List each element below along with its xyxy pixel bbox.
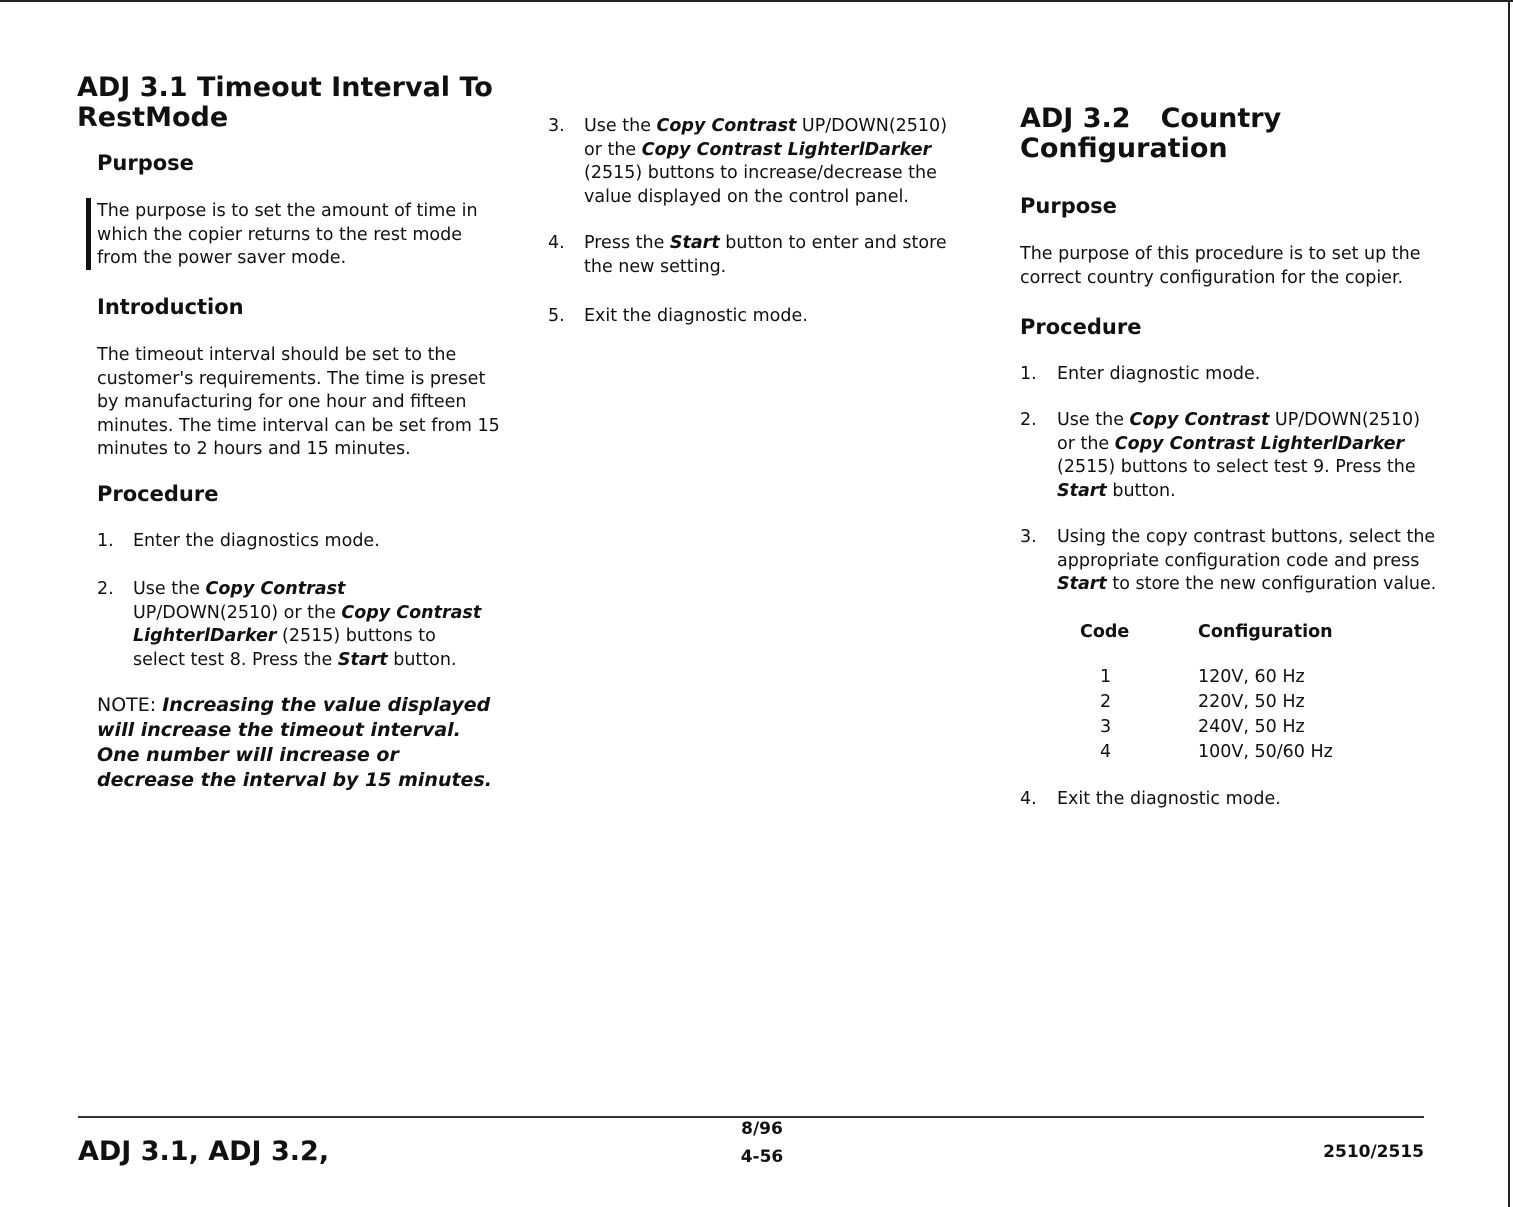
step-number: 3. <box>548 116 565 136</box>
lighter-darker-label: Copy Contrast LighterlDarker <box>641 139 932 160</box>
title-line-1: ADJ 3.1 Timeout Interval To <box>77 72 493 103</box>
step-number: 1. <box>1020 364 1037 384</box>
procedure-step-1 <box>1020 363 1450 387</box>
start-label: Start <box>1057 480 1107 501</box>
procedure-step-5 <box>548 305 978 329</box>
step-number: 4. <box>548 233 565 253</box>
purpose-heading: Purpose <box>1020 194 1117 218</box>
table-row <box>1080 715 1333 740</box>
footer-section-ref: ADJ 3.1, ADJ 3.2, <box>78 1136 330 1167</box>
title-text: Country Configuration <box>1020 103 1282 164</box>
page-top-border <box>0 0 1513 2</box>
title-line-2: RestMode <box>77 102 229 133</box>
column-header-code: Code <box>1080 622 1130 642</box>
note-label: NOTE: <box>97 694 163 716</box>
table-row <box>1080 740 1333 765</box>
table-header-row <box>1080 620 1333 645</box>
copy-contrast-label: Copy Contrast <box>656 116 797 136</box>
step-number: 3. <box>1020 527 1037 547</box>
title-number: ADJ 3.2 <box>1020 103 1131 134</box>
configuration-cell: 120V, 60 Hz <box>1198 667 1305 687</box>
step-text: Enter the diagnostics mode. <box>133 531 380 551</box>
step-text: Press the Start button to enter and store the new setting. <box>584 233 947 277</box>
footer-date: 8/96 <box>741 1119 783 1139</box>
procedure-step-3 <box>1020 526 1450 598</box>
configuration-cell: 240V, 50 Hz <box>1198 717 1305 737</box>
note <box>97 693 497 793</box>
procedure-heading: Procedure <box>1020 315 1142 339</box>
configuration-cell: 100V, 50/60 Hz <box>1198 742 1333 762</box>
procedure-heading: Procedure <box>97 482 219 506</box>
code-cell: 2 <box>1100 692 1112 712</box>
section-title-adj-3-2 <box>1020 104 1460 164</box>
step-text: Use the Copy Contrast UP/DOWN(2510) or the Copy Contrast LighterlDarker (2515) buttons to increase/decrease the value displayed on the control panel. <box>584 116 948 207</box>
step-number: 2. <box>1020 410 1037 430</box>
configuration-cell: 220V, 50 Hz <box>1198 692 1305 712</box>
footer-model: 2510/2515 <box>1323 1142 1424 1162</box>
copy-contrast-label: Copy Contrast <box>1129 410 1270 430</box>
lighter-darker-label: Copy Contrast LighterlDarker <box>1114 433 1405 454</box>
start-label: Start <box>1057 574 1107 594</box>
configuration-table <box>1080 620 1333 765</box>
footer-center <box>720 1115 804 1171</box>
procedure-step-4 <box>548 232 978 280</box>
procedure-step-2 <box>97 578 507 674</box>
column-header-configuration: Configuration <box>1198 622 1333 642</box>
step-text: Exit the diagnostic mode. <box>584 306 808 326</box>
lighter-darker-label: Copy Contrast LighterlDarker <box>133 602 482 646</box>
procedure-step-1 <box>97 530 507 554</box>
step-number: 1. <box>97 531 114 551</box>
step-text: Exit the diagnostic mode. <box>1057 789 1281 809</box>
purpose-text: The purpose of this procedure is to set up the correct country configuration for the copier. <box>1020 244 1421 288</box>
purpose-heading: Purpose <box>97 151 194 175</box>
step-text: Enter diagnostic mode. <box>1057 364 1261 384</box>
step-number: 5. <box>548 306 565 326</box>
note-text: Increasing the value displayed will increase the timeout interval. One number will increase or decrease the interval by 15 minutes. <box>97 694 492 791</box>
start-label: Start <box>337 649 388 670</box>
code-cell: 4 <box>1100 742 1112 762</box>
code-cell: 1 <box>1100 667 1112 687</box>
procedure-step-2 <box>1020 409 1450 505</box>
step-number: 4. <box>1020 789 1037 809</box>
procedure-step-4 <box>1020 788 1450 812</box>
table-row <box>1080 690 1333 715</box>
step-text: Using the copy contrast buttons, select the appropriate configuration code and press Start to store the new configuration value. <box>1057 527 1437 594</box>
step-text: Use the Copy Contrast UP/DOWN(2510) or the Copy Contrast LighterlDarker (2515) buttons to select test 8. Press the Start button. <box>133 579 482 670</box>
section-title-adj-3-1 <box>77 73 517 133</box>
table-row <box>1080 665 1333 690</box>
footer-page-number: 4-56 <box>740 1147 784 1167</box>
introduction-heading: Introduction <box>97 295 244 319</box>
procedure-step-3 <box>548 115 978 211</box>
step-text: Use the Copy Contrast UP/DOWN(2510) or the Copy Contrast LighterlDarker (2515) buttons to select test 9. Press the Start button. <box>1057 410 1421 501</box>
code-cell: 3 <box>1100 717 1112 737</box>
page-right-border <box>1508 0 1510 1207</box>
copy-contrast-label: Copy Contrast <box>205 579 346 599</box>
introduction-text: The timeout interval should be set to the customer's requirements. The time is preset by manufacturing for one hour and fifteen minutes. The time interval can be set from 15 minutes to 2 hours and 15 minutes. <box>97 345 500 459</box>
revision-change-bar <box>86 198 91 270</box>
step-number: 2. <box>97 579 114 599</box>
start-label: Start <box>669 233 720 253</box>
purpose-text: The purpose is to set the amount of time in which the copier returns to the rest mode from the power saver mode. <box>97 201 478 268</box>
